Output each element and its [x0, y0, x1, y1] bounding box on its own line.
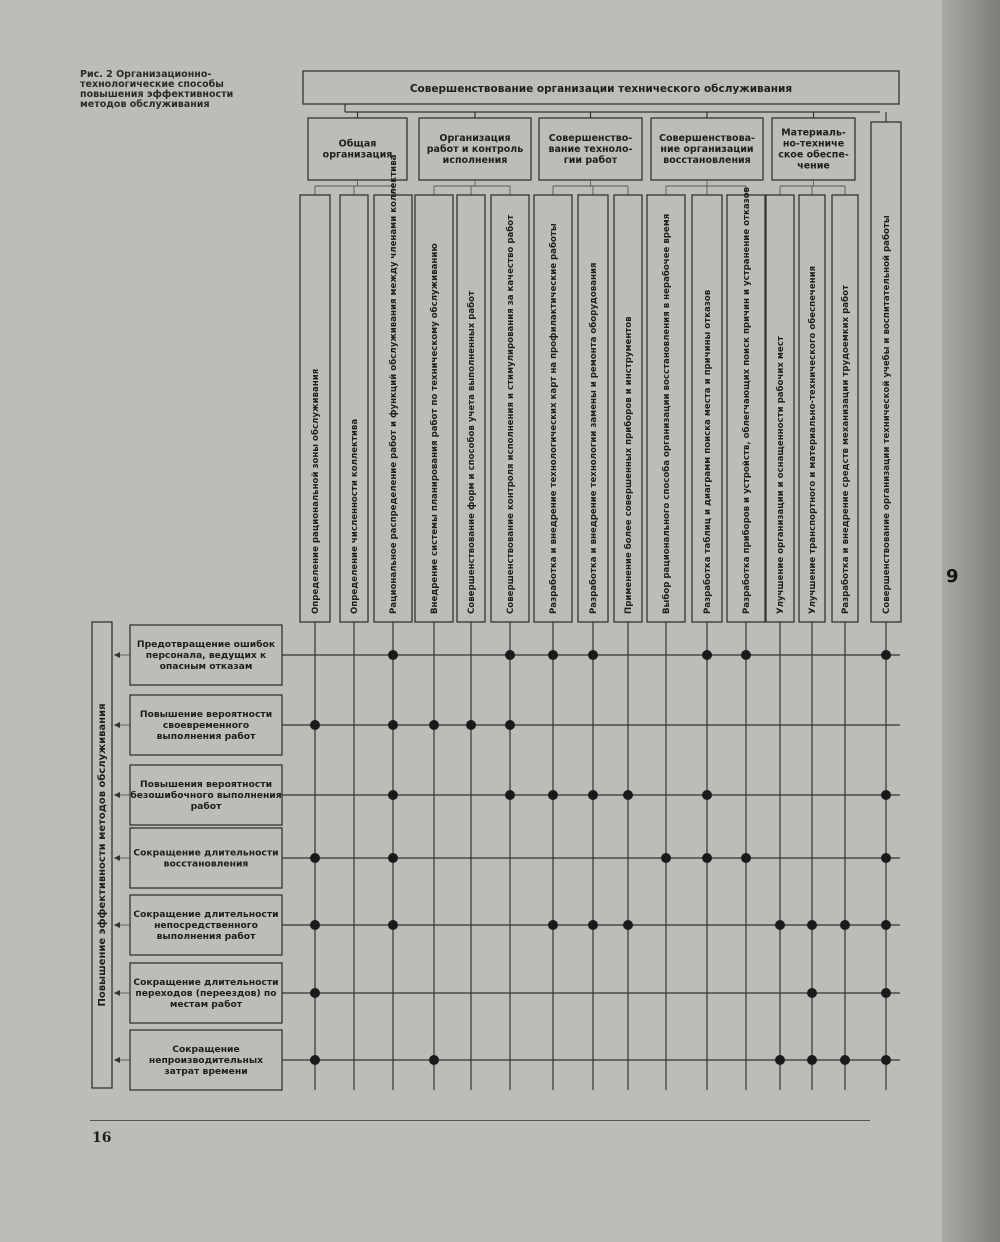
bottom-rule	[90, 1120, 870, 1121]
arrow-head-icon	[114, 722, 120, 728]
group-label: Совершенствова-ние организации восстановления	[659, 133, 755, 166]
column-9	[614, 195, 642, 622]
matrix-dot	[505, 790, 515, 800]
row-6	[114, 963, 282, 1023]
matrix-dot	[505, 650, 515, 660]
matrix-dot	[702, 853, 712, 863]
row-5	[114, 895, 282, 955]
column-label: Улучшение транспортного и материально-технического обеспечения	[808, 265, 818, 614]
page-number: 16	[92, 1130, 112, 1146]
matrix-dot	[807, 1055, 817, 1065]
matrix-dot	[310, 853, 320, 863]
column-1	[300, 195, 330, 622]
matrix-dot	[623, 920, 633, 930]
column-8	[578, 195, 608, 622]
column-14	[799, 195, 825, 622]
group-5	[772, 118, 855, 195]
column-label: Выбор рационального способа организации восстановления в нерабочее время	[662, 213, 672, 614]
matrix-dot	[310, 920, 320, 930]
matrix-dot	[388, 790, 398, 800]
column-4	[415, 195, 453, 622]
row-label: Сокращение длительности восстановления	[133, 847, 279, 870]
column-15	[832, 195, 858, 622]
matrix-dot	[388, 920, 398, 930]
row-7	[114, 1030, 282, 1090]
row-boxes	[114, 625, 282, 1090]
row-2	[114, 695, 282, 755]
matrix-dot	[388, 853, 398, 863]
matrix-dot	[310, 988, 320, 998]
arrow-head-icon	[114, 1057, 120, 1063]
matrix-dot	[623, 790, 633, 800]
matrix-dot	[466, 720, 476, 730]
matrix-dot	[429, 1055, 439, 1065]
matrix-dot	[588, 790, 598, 800]
matrix-dot	[881, 988, 891, 998]
matrix-dot	[741, 650, 751, 660]
column-2	[340, 195, 368, 622]
column-16	[871, 122, 901, 622]
column-label: Разработка и внедрение технологии замены и ремонта оборудования	[589, 262, 599, 614]
side-title: Повышение эффективности методов обслуживания	[97, 703, 108, 1007]
matrix-dot	[881, 853, 891, 863]
column-label: Совершенствование контроля исполнения и стимулирования за качество работ	[506, 214, 516, 614]
matrix-dot	[661, 853, 671, 863]
column-label: Совершенствование организации технической учебы и воспитательной работы	[882, 215, 892, 614]
column-label: Разработка таблиц и диаграмм поиска места и причины отказов	[703, 289, 713, 614]
arrow-head-icon	[114, 792, 120, 798]
matrix-dot	[807, 920, 817, 930]
row-label: Предотвращение ошибок персонала, ведущих к опасным отказам	[136, 639, 276, 672]
group-label: Материаль-но-техниче ское обеспе-чение	[778, 127, 849, 172]
matrix-dot	[388, 650, 398, 660]
group-label: Общая организация	[322, 138, 393, 161]
matrix-dot	[702, 650, 712, 660]
column-12	[727, 186, 765, 622]
row-label: Повышение вероятности своевременного выполнения работ	[139, 709, 273, 742]
arrow-head-icon	[114, 922, 120, 928]
matrix-dot	[588, 920, 598, 930]
column-label: Применение более совершенных приборов и инструментов	[624, 316, 634, 614]
column-boxes	[300, 122, 901, 622]
matrix-dot	[741, 853, 751, 863]
column-label: Разработка приборов и устройств, облегчающих поиск причин и устранение отказов	[742, 187, 752, 614]
matrix-dot	[881, 650, 891, 660]
arrow-head-icon	[114, 990, 120, 996]
column-11	[692, 195, 722, 622]
row-label: Сокращение длительности непосредственного выполнения работ	[133, 909, 279, 942]
group-label: Организация работ и контроль исполнения	[426, 133, 524, 166]
matrix-dot	[881, 1055, 891, 1065]
column-label: Разработка и внедрение технологических карт на профилактические работы	[549, 223, 559, 614]
group-3	[539, 118, 642, 195]
matrix-dot	[840, 920, 850, 930]
matrix-dot	[548, 920, 558, 930]
column-label: Совершенствование форм и способов учета выполненных работ	[467, 290, 477, 614]
matrix-dot	[775, 1055, 785, 1065]
column-13	[766, 195, 794, 622]
row-label: Повышения вероятности безошибочного выполнения работ	[130, 779, 282, 812]
group-label: Совершенство-вание техноло-гии работ	[548, 133, 633, 166]
arrow-head-icon	[114, 855, 120, 861]
column-5	[457, 195, 485, 622]
column-label: Внедрение системы планирования работ по техническому обслуживанию	[430, 243, 440, 614]
arrow-head-icon	[114, 652, 120, 658]
matrix-dot	[388, 720, 398, 730]
column-3	[374, 154, 412, 622]
figure-caption: Рис. 2 Организационно-технологические способы повышения эффективности методов обслуживания	[80, 69, 234, 110]
matrix-dot	[881, 790, 891, 800]
matrix-grid	[282, 622, 900, 1090]
side-title-box	[92, 622, 112, 1088]
column-label: Разработка и внедрение средств механизации трудоемких работ	[841, 285, 851, 614]
column-10	[647, 195, 685, 622]
row-3	[114, 765, 282, 825]
column-label: Определение рациональной зоны обслуживания	[311, 368, 321, 614]
matrix-dot	[548, 650, 558, 660]
column-label: Рациональное распределение работ и функций обслуживания между членами коллектива	[389, 154, 399, 614]
group-4	[651, 118, 763, 195]
matrix-dot	[775, 920, 785, 930]
matrix-dot	[807, 988, 817, 998]
matrix-dot	[505, 720, 515, 730]
column-6	[491, 195, 529, 622]
matrix-dot	[588, 650, 598, 660]
margin-mark: 9	[946, 566, 959, 587]
matrix-dot	[429, 720, 439, 730]
group-2	[419, 118, 531, 195]
top-connectors	[345, 104, 886, 122]
column-label: Определение численности коллектива	[350, 418, 360, 614]
row-label: Сокращение непроизводительных затрат времени	[148, 1044, 264, 1077]
column-7	[534, 195, 572, 622]
matrix-dot	[310, 720, 320, 730]
matrix-dot	[881, 920, 891, 930]
matrix-dot	[310, 1055, 320, 1065]
matrix-dot	[548, 790, 558, 800]
row-1	[114, 625, 282, 685]
matrix-dot	[702, 790, 712, 800]
matrix-dot	[840, 1055, 850, 1065]
top-title-box	[303, 71, 899, 104]
top-title: Совершенствование организации технического обслуживания	[409, 83, 793, 95]
row-4	[114, 828, 282, 888]
column-label: Улучшение организации и оснащенности рабочих мест	[776, 336, 786, 614]
row-label: Сокращение длительности переходов (переездов) по местам работ	[133, 977, 279, 1010]
